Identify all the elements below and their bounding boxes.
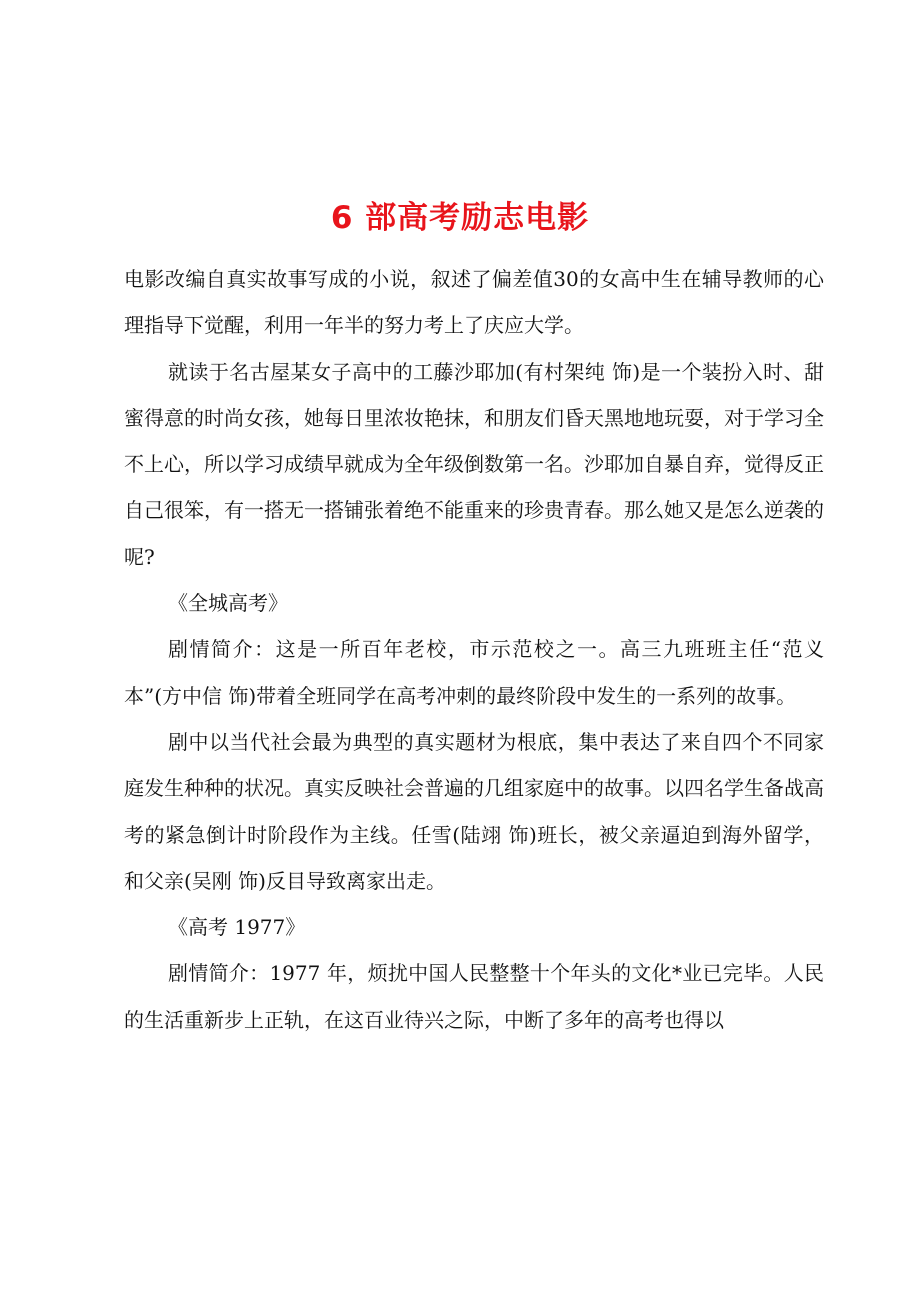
paragraph-synopsis-1: 剧情简介：这是一所百年老校，市示范校之一。高三九班班主任“范义本”(方中信 饰)带着全班同学在高考冲刺的最终阶段中发生的一系列的故事。 [124,637,824,708]
document-title: 6 部高考励志电影 [330,200,590,236]
document-body [124,256,824,1043]
paragraph-synopsis-2: 剧中以当代社会最为典型的真实题材为根底，集中表达了来自四个不同家庭发生种种的状况。真实反映社会普遍的几组家庭中的故事。以四名学生备战高考的紧急倒计时阶段作为主线。任雪(陆翊 饰)班长，被父亲逼迫到海外留学，和父亲(吴刚 饰)反目导致离家出走。 [124,729,824,893]
paragraph-synopsis-3: 剧情简介：1977 年，烦扰中国人民整整十个年头的文化*业已完毕。人民的生活重新步上正轨，在这百业待兴之际，中断了多年的高考也得以 [124,961,824,1032]
movie-heading-quancheng: 《全城高考》 [168,591,288,616]
paragraph-intro: 电影改编自真实故事写成的小说，叙述了偏差值30的女高中生在辅导教师的心理指导下觉醒，利用一年半的努力考上了庆应大学。 [124,267,824,338]
paragraph-story: 就读于名古屋某女子高中的工藤沙耶加(有村架纯 饰)是一个装扮入时、甜蜜得意的时尚女孩，她每日里浓妆艳抹，和朋友们昏天黑地地玩耍，对于学习全不上心，所以学习成绩早就成为全年级倒数第一名。沙耶加自暴自弃，觉得反正自己很笨，有一搭无一搭铺张着绝不能重来的珍贵青春。那么她又是怎么逆袭的呢? [124,359,824,569]
movie-heading-1977: 《高考 1977》 [168,915,306,940]
